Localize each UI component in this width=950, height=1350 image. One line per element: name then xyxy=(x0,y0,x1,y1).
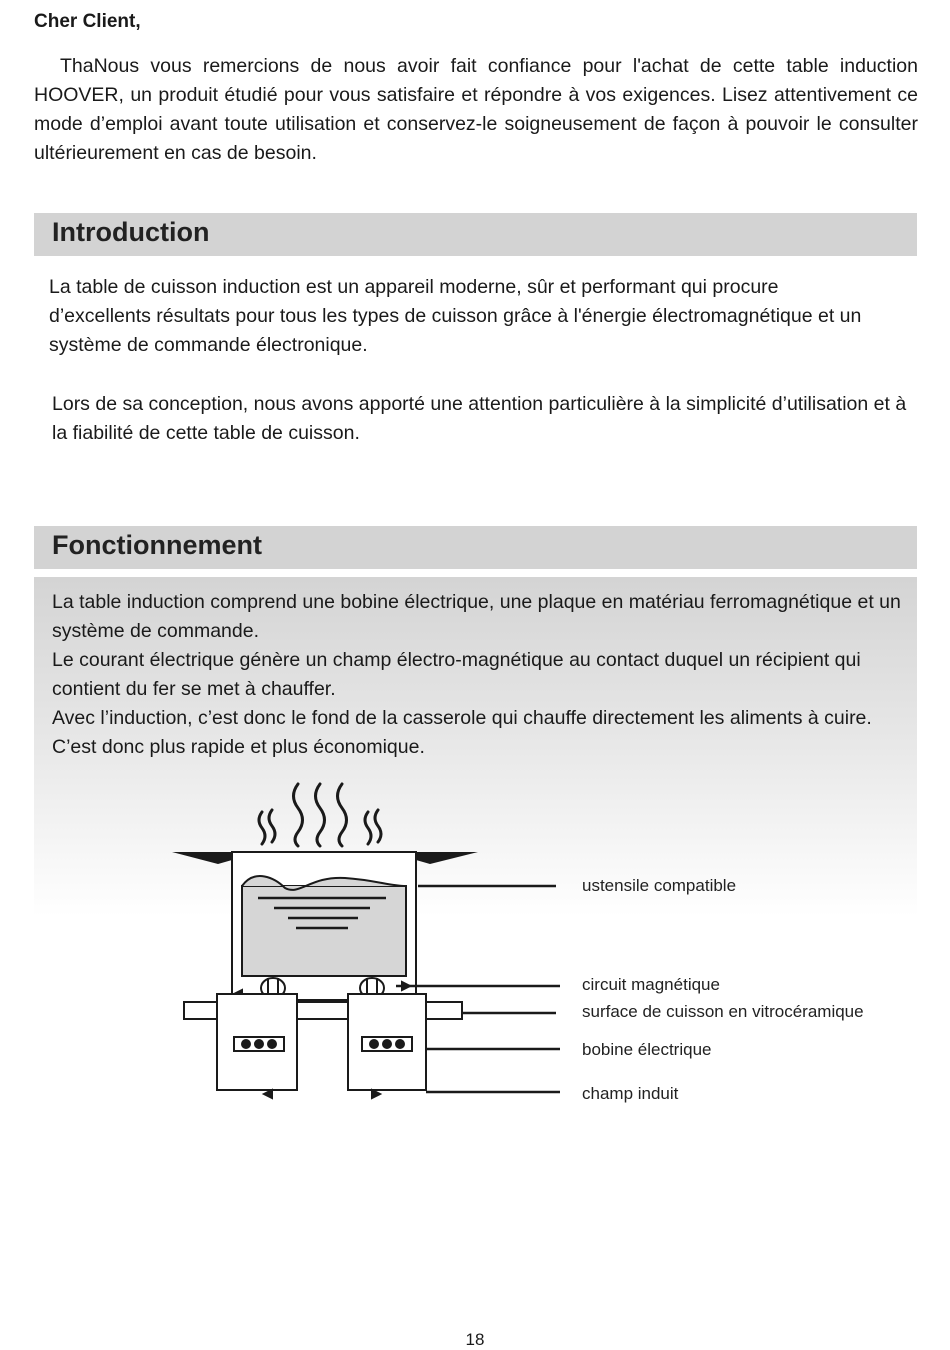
intro-line-2: , un produit étudié pour vous satisfaire et répondre à vos exigences. Lisez attentivement ce mode d’emploi avant toute utilisation et conservez-le soigneusement de façon à pouvoir le consulter ultérieurement en cas de besoin. xyxy=(34,84,918,164)
label-surface: surface de cuisson en vitrocéramique xyxy=(582,1002,864,1021)
induction-diagram-svg xyxy=(160,770,900,1110)
intro-line-1: ThaNous vous remercions de nous avoir fait confiance pour l'achat de cette table induction xyxy=(60,55,918,77)
intro-paragraph xyxy=(34,52,918,168)
label-champ: champ induit xyxy=(582,1084,679,1103)
section-header-introduction xyxy=(34,213,917,256)
section-title-introduction: Introduction xyxy=(52,217,210,247)
induction-diagram xyxy=(160,770,900,1110)
introduction-paragraph-2: Lors de sa conception, nous avons apporté une attention particulière à la simplicité d’utilisation et à la fiabilité de cette table de cuisson. xyxy=(52,393,907,444)
fonctionnement-text xyxy=(52,588,918,762)
section-header-fonctionnement xyxy=(34,526,917,569)
fonctionnement-paragraph-3: Avec l’induction, c’est donc le fond de la casserole qui chauffe directement les aliments à cuire. xyxy=(52,707,872,729)
steam-icon xyxy=(259,784,381,846)
page-number: 18 xyxy=(465,1330,485,1349)
introduction-paragraph-1: La table de cuisson induction est un appareil moderne, sûr et performant qui procure d’excellents résultats pour tous les types de cuisson grâce à l'énergie électromagnétique et un système de commande électronique. xyxy=(49,276,862,356)
fonctionnement-paragraph-4: C’est donc plus rapide et plus économique. xyxy=(52,736,425,758)
label-bobine: bobine électrique xyxy=(582,1040,712,1059)
fonctionnement-paragraph-2: Le courant électrique génère un champ électro-magnétique au contact duquel un récipient qui contient du fer se met à chauffer. xyxy=(52,649,861,700)
brand-name: HOOVER xyxy=(34,84,119,106)
section-title-fonctionnement: Fonctionnement xyxy=(52,530,262,560)
label-circuit: circuit magnétique xyxy=(582,975,720,994)
greeting: Cher Client, xyxy=(34,11,141,32)
label-ustensile: ustensile compatible xyxy=(582,876,737,895)
pot-icon xyxy=(172,852,478,1000)
fonctionnement-paragraph-1: La table induction comprend une bobine électrique, une plaque en matériau ferromagnétique et un système de commande. xyxy=(52,591,901,642)
